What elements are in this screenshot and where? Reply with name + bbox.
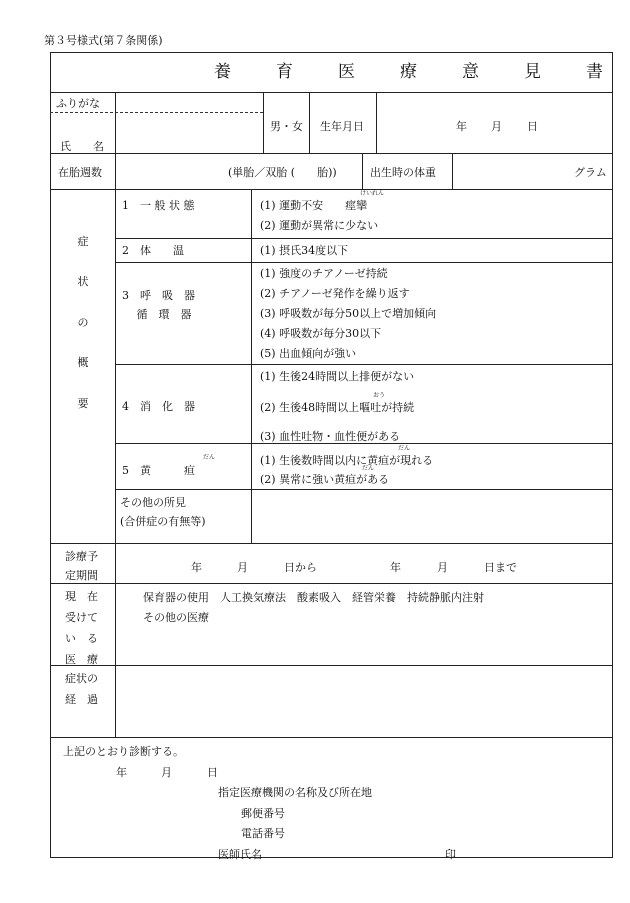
divider xyxy=(50,583,613,584)
symptom-item[interactable]: (1) 摂氏34度以下 xyxy=(260,244,349,257)
divider xyxy=(50,737,613,738)
ruby-text: だん xyxy=(203,454,216,461)
divider xyxy=(452,153,453,189)
furigana-divider xyxy=(50,112,263,113)
symptom-item[interactable]: (2) 運動が異常に少ない xyxy=(260,219,379,232)
birth-weight-label: 出生時の体重 xyxy=(370,166,436,179)
symptoms-label-char: 状 xyxy=(77,275,89,288)
symptom-item[interactable]: (5) 出血傾向が強い xyxy=(260,347,357,360)
symptoms-label-char: 要 xyxy=(77,397,89,410)
declaration-month: 月 xyxy=(161,766,172,779)
declaration-day: 日 xyxy=(207,766,218,779)
progress-label: 経 過 xyxy=(65,693,98,706)
treatment-period-label: 診療予 xyxy=(65,550,98,563)
symptom-item[interactable]: (2) チアノーゼ発作を繰り返す xyxy=(260,287,410,300)
current-treatment-label: 医 療 xyxy=(65,653,98,666)
form-title: 養 育 医 療 意 見 書 xyxy=(214,62,617,82)
gestation-label: 在胎週数 xyxy=(58,166,102,179)
birthdate-day: 日 xyxy=(527,120,538,133)
seal-label: 印 xyxy=(445,848,456,861)
period-to-day: 日まで xyxy=(484,561,517,574)
symptom-category: 循 環 器 xyxy=(122,308,192,321)
symptom-category: 2 体 温 xyxy=(122,244,184,257)
furigana-label: ふりがな xyxy=(56,97,100,110)
birthdate-year: 年 xyxy=(456,120,467,133)
institution-label: 指定医療機関の名称及び所在地 xyxy=(218,786,372,799)
period-to-year: 年 xyxy=(390,561,401,574)
other-findings-label: その他の所見 xyxy=(120,496,186,509)
symptoms-label-char: の xyxy=(77,316,89,329)
symptom-item[interactable]: (1) 生後24時間以上排便がない xyxy=(260,370,415,383)
divider xyxy=(115,153,116,189)
treatment-options[interactable]: 保育器の使用 人工換気療法 酸素吸入 経管栄養 持続静脈内注射 xyxy=(143,591,484,604)
symptom-category: 3 呼 吸 器 xyxy=(122,289,195,302)
treatment-period-label: 定期間 xyxy=(65,569,98,582)
progress-label: 症状の xyxy=(65,672,98,685)
symptom-item[interactable]: (3) 呼吸数が毎分50以上で増加傾向 xyxy=(260,307,437,320)
symptom-item[interactable]: (1) 運動不安 痙攣 xyxy=(260,199,368,212)
birth-type[interactable]: (単胎／双胎 ( 胎)) xyxy=(228,166,337,179)
divider xyxy=(115,262,613,263)
period-from-month: 月 xyxy=(237,561,248,574)
divider xyxy=(263,92,264,153)
symptom-item[interactable]: (2) 生後48時間以上嘔吐が持続 xyxy=(260,401,415,414)
divider xyxy=(115,238,613,239)
birthdate-label: 生年月日 xyxy=(320,120,364,133)
divider xyxy=(115,443,613,444)
symptom-item[interactable]: (1) 生後数時間以内に黄疸が現れる xyxy=(260,454,434,467)
symptom-category: 4 消 化 器 xyxy=(122,400,195,413)
divider xyxy=(50,543,613,544)
declaration: 上記のとおり診断する。 xyxy=(63,745,184,758)
symptom-item[interactable]: (2) 異常に強い黄疸がある xyxy=(260,473,390,486)
period-to-month: 月 xyxy=(437,561,448,574)
birthdate-month: 月 xyxy=(491,120,502,133)
other-findings-label: (合併症の有無等) xyxy=(120,515,206,528)
period-from-year: 年 xyxy=(191,561,202,574)
ruby-text: だん xyxy=(362,465,375,472)
ruby-text: だん xyxy=(398,445,411,452)
divider xyxy=(362,153,363,189)
divider xyxy=(115,543,116,737)
symptom-item[interactable]: (1) 強度のチアノーゼ持続 xyxy=(260,267,388,280)
postal-code-label: 郵便番号 xyxy=(241,807,285,820)
symptoms-label-char: 症 xyxy=(77,235,89,248)
divider xyxy=(50,153,613,154)
current-treatment-label: 受けて xyxy=(65,611,98,624)
name-label: 氏 名 xyxy=(60,140,104,153)
declaration-year: 年 xyxy=(116,766,127,779)
other-treatment[interactable]: その他の医療 xyxy=(143,611,209,624)
period-from-day: 日から xyxy=(284,561,317,574)
ruby-text: おう xyxy=(373,392,386,399)
symptom-category: 5 黄 疸 xyxy=(122,464,195,477)
divider xyxy=(376,92,377,153)
symptom-category: 1 一 般 状 態 xyxy=(122,199,195,212)
symptom-item[interactable]: (4) 呼吸数が毎分30以下 xyxy=(260,327,382,340)
divider xyxy=(115,364,613,365)
gram-unit: グラム xyxy=(574,166,607,179)
ruby-text: けいれん xyxy=(360,190,385,197)
current-treatment-label: い る xyxy=(65,632,98,645)
divider xyxy=(50,92,613,93)
form-number: 第３号様式(第７条関係) xyxy=(44,34,163,47)
phone-label: 電話番号 xyxy=(241,827,285,840)
divider xyxy=(115,489,613,490)
divider xyxy=(50,665,613,666)
doctor-name-label: 医師氏名 xyxy=(218,848,262,861)
symptom-item[interactable]: (3) 血性吐物・血性便がある xyxy=(260,430,401,443)
current-treatment-label: 現 在 xyxy=(65,590,98,603)
divider xyxy=(50,189,613,190)
symptoms-label-char: 概 xyxy=(77,356,89,369)
sex-options[interactable]: 男・女 xyxy=(270,120,303,133)
divider xyxy=(115,92,116,153)
divider xyxy=(309,92,310,153)
